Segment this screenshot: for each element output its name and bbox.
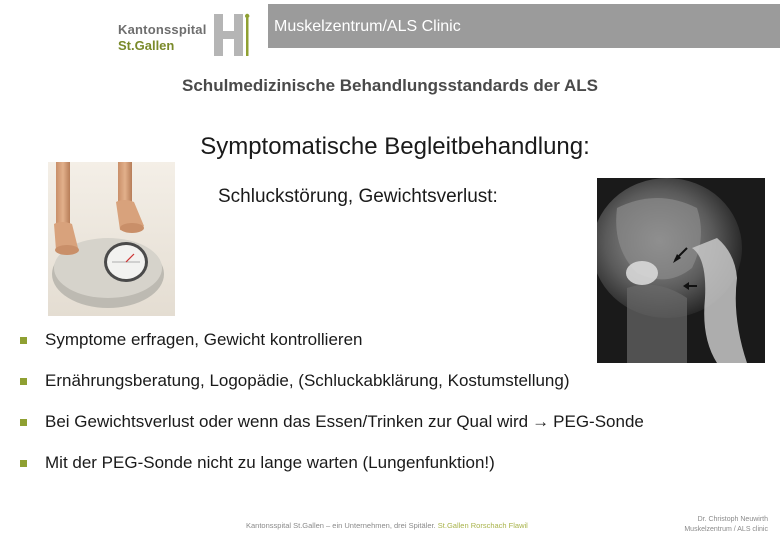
header-title: Muskelzentrum/ALS Clinic xyxy=(274,18,461,35)
logo-text-line2: St.Gallen xyxy=(118,38,175,53)
author-name: Dr. Christoph Neuwirth xyxy=(697,516,768,523)
footer-locations: St.Gallen Rorschach Flawil xyxy=(437,521,528,530)
logo-text-line1: Kantonsspital xyxy=(118,22,207,37)
bullet-text-after: PEG-Sonde xyxy=(553,412,644,431)
footer xyxy=(246,521,528,530)
neck-xray-photo xyxy=(597,178,765,363)
author-block xyxy=(684,515,768,535)
hospital-logo xyxy=(118,10,258,56)
bullet-square-icon xyxy=(20,460,27,467)
slide-heading: Symptomatische Begleitbehandlung: xyxy=(200,133,590,160)
footer-text: Kantonsspital St.Gallen – ein Unternehmen, drei Spitäler. xyxy=(246,521,436,530)
list-item xyxy=(20,368,570,394)
bullet-text: Bei Gewichtsverlust oder wenn das Essen/Trinken zur Qual wird xyxy=(45,412,529,431)
feet-on-bathroom-scale-photo xyxy=(48,162,175,316)
author-unit: Muskelzentrum / ALS clinic xyxy=(684,526,768,533)
slide-subtitle: Schulmedizinische Behandlungsstandards der ALS xyxy=(182,76,598,95)
bullet-text: Ernährungsberatung, Logopädie, (Schluckabklärung, Kostumstellung) xyxy=(45,371,570,390)
bullet-text: Mit der PEG-Sonde nicht zu lange warten (Lungenfunktion!) xyxy=(45,453,495,472)
slide-subheading: Schluckstörung, Gewichtsverlust: xyxy=(218,186,498,207)
list-item xyxy=(20,327,362,353)
list-item xyxy=(20,409,644,435)
bullet-square-icon xyxy=(20,378,27,385)
bullet-square-icon xyxy=(20,419,27,426)
bullet-text: Symptome erfragen, Gewicht kontrollieren xyxy=(45,330,363,349)
list-item xyxy=(20,450,495,476)
kantonsspital-h-logo-icon xyxy=(212,12,252,58)
bullet-square-icon xyxy=(20,337,27,344)
header-band xyxy=(268,4,780,48)
arrow-right-icon: → xyxy=(532,412,550,431)
